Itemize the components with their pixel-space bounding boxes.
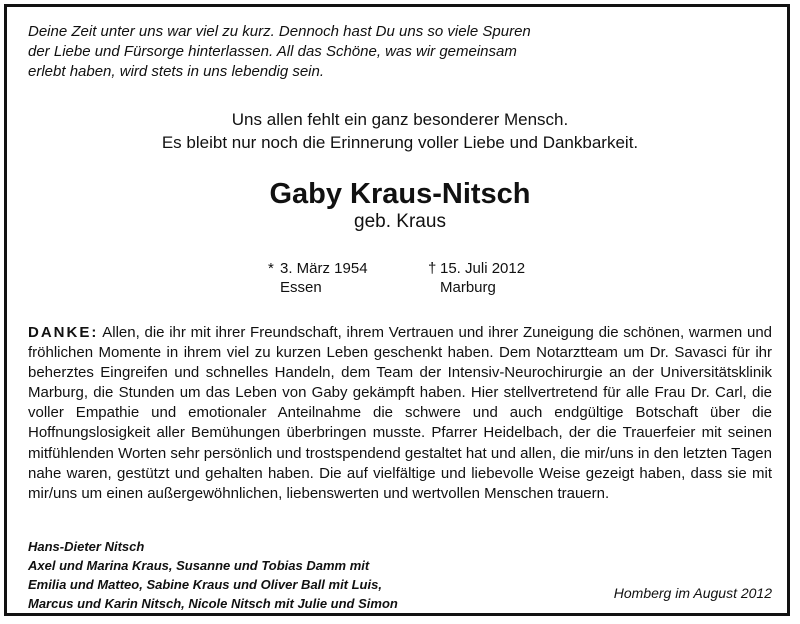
death-date: 15. Juli 2012 xyxy=(440,260,526,277)
birth-info xyxy=(268,259,368,297)
obituary-border xyxy=(4,4,790,616)
message-line: Uns allen fehlt ein ganz besonderer Mensch. xyxy=(231,110,569,129)
signers-list xyxy=(28,537,398,613)
thanks-lead: DANKE: xyxy=(28,324,99,341)
death-symbol: † xyxy=(428,260,437,277)
signer-line: Emilia und Matteo, Sabine Kraus und Oliver Ball mit Luis, xyxy=(28,577,382,592)
birth-place: Essen xyxy=(280,279,322,296)
signer-line: Axel und Marina Kraus, Susanne und Tobias Damm mit xyxy=(28,558,370,573)
birth-date: 3. März 1954 xyxy=(280,260,368,277)
quote-line: der Liebe und Fürsorge hinterlassen. All das Schöne, was wir gemeinsam xyxy=(28,43,517,60)
birth-symbol: * xyxy=(268,260,274,277)
quote-line: erlebt haben, wird stets in uns lebendig sein. xyxy=(28,63,325,80)
death-info xyxy=(428,259,525,297)
thanks-paragraph xyxy=(28,323,772,504)
death-place: Marburg xyxy=(440,279,496,296)
memorial-quote xyxy=(28,22,531,82)
central-message xyxy=(0,108,800,154)
birth-name: geb. Kraus xyxy=(354,211,446,232)
thanks-text: Allen, die ihr mit ihrer Freundschaft, ihrem Vertrauen und ihrer Zuneigung die schönen, warmen und fröhlichen Momente in ihrem viel zu kurzen Leben geschenkt haben. Dem Notarztteam um Dr. Savasci für ihr beherztes Eingreifen und schnelles Handeln, dem Team der Intensiv-Neurochirurgie an der Universitätsklinik Marburg, die Stunden um das Leben von Gaby gekämpft haben. Hier stellvertretend für alle Frau Dr. Carl, die voller Empathie und emotionaler Anteilnahme die schwere und auch endgültige Botschaft über die Hoffnungslosigkeit aller Bemühungen überbringen musste. Pfarrer Heidelbach, der die Trauerfeier mit seinen mitfühlenden Worten sehr persönlich und trostspendend gestaltet hat und allen, die mir/uns in den letzten Tagen nahe waren, gestützt und gehalten haben. Die auf vielfältige und liebevolle Weise gezeigt haben, dass sie mit mir/uns um einen außergewöhnlichen, liebenswerten und wertvollen Menschen trauern. xyxy=(28,324,773,502)
message-line: Es bleibt nur noch die Erinnerung voller Liebe und Dankbarkeit. xyxy=(161,133,639,152)
quote-line: Deine Zeit unter uns war viel zu kurz. Dennoch hast Du uns so viele Spuren xyxy=(28,23,531,40)
signer-line: Hans-Dieter Nitsch xyxy=(28,539,145,554)
deceased-name: Gaby Kraus-Nitsch xyxy=(269,178,531,210)
place-date: Homberg im August 2012 xyxy=(613,585,772,601)
signer-line: Marcus und Karin Nitsch, Nicole Nitsch mit Julie und Simon xyxy=(28,596,398,611)
